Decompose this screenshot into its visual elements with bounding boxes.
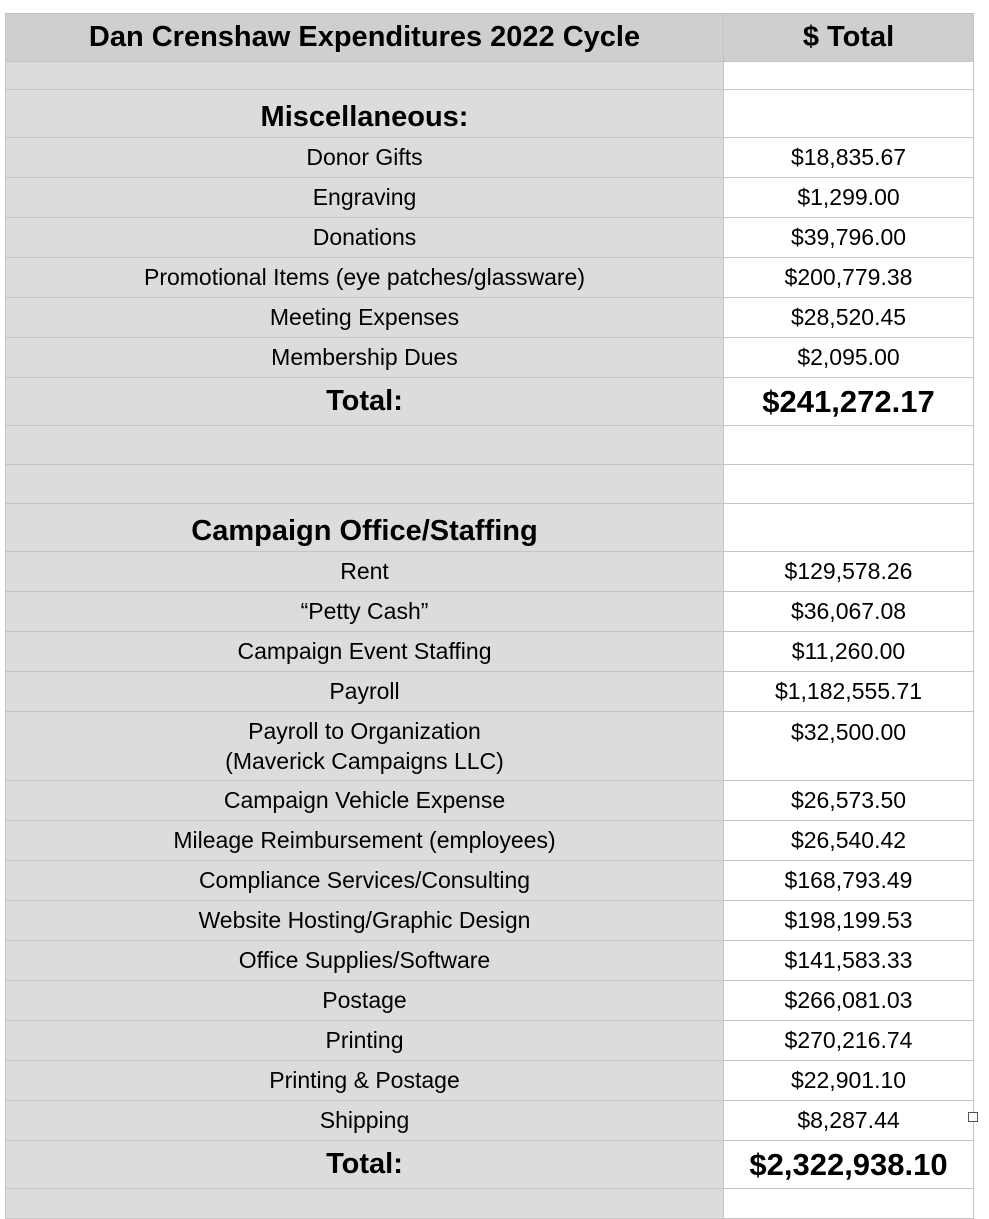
expense-label[interactable]: Website Hosting/Graphic Design: [5, 901, 724, 941]
table-row: [5, 138, 974, 178]
empty-cell[interactable]: [5, 426, 724, 465]
expense-amount[interactable]: $1,182,555.71: [724, 672, 974, 712]
expense-amount[interactable]: $18,835.67: [724, 138, 974, 178]
expense-amount[interactable]: $28,520.45: [724, 298, 974, 338]
empty-row: [5, 62, 974, 90]
table-row: [5, 338, 974, 378]
empty-row: [5, 465, 974, 504]
expense-amount[interactable]: $1,299.00: [724, 178, 974, 218]
expense-amount[interactable]: $198,199.53: [724, 901, 974, 941]
expense-label[interactable]: Donor Gifts: [5, 138, 724, 178]
expense-label[interactable]: Campaign Vehicle Expense: [5, 781, 724, 821]
expense-label[interactable]: Office Supplies/Software: [5, 941, 724, 981]
expense-amount[interactable]: $26,540.42: [724, 821, 974, 861]
title-cell[interactable]: Dan Crenshaw Expenditures 2022 Cycle: [5, 14, 724, 62]
expense-amount[interactable]: $270,216.74: [724, 1021, 974, 1061]
empty-cell[interactable]: [724, 504, 974, 552]
expense-label[interactable]: [5, 712, 724, 781]
table-row: [5, 552, 974, 592]
table-row: [5, 821, 974, 861]
table-row: [5, 861, 974, 901]
section-row-campaign-office: [5, 504, 974, 552]
expense-amount[interactable]: $22,901.10: [724, 1061, 974, 1101]
expense-label-line2: (Maverick Campaigns LLC): [225, 748, 504, 774]
expense-label[interactable]: “Petty Cash”: [5, 592, 724, 632]
table-row: [5, 632, 974, 672]
expense-label[interactable]: Postage: [5, 981, 724, 1021]
table-row: [5, 1061, 974, 1101]
total-amount[interactable]: $241,272.17: [724, 378, 974, 426]
expense-label[interactable]: Donations: [5, 218, 724, 258]
expense-amount[interactable]: $168,793.49: [724, 861, 974, 901]
expense-amount[interactable]: $11,260.00: [724, 632, 974, 672]
table-row: [5, 1021, 974, 1061]
expense-label[interactable]: Promotional Items (eye patches/glassware): [5, 258, 724, 298]
empty-cell[interactable]: [5, 62, 724, 90]
selection-resize-handle[interactable]: [968, 1112, 978, 1122]
amount-header-cell[interactable]: $ Total: [724, 14, 974, 62]
table-row: [5, 672, 974, 712]
expense-label-line1: Payroll to Organization: [248, 718, 481, 744]
empty-cell[interactable]: [724, 465, 974, 504]
empty-cell[interactable]: [724, 426, 974, 465]
total-row-miscellaneous: [5, 378, 974, 426]
expense-label[interactable]: Meeting Expenses: [5, 298, 724, 338]
expense-amount[interactable]: $36,067.08: [724, 592, 974, 632]
table-row: [5, 178, 974, 218]
expense-amount[interactable]: $2,095.00: [724, 338, 974, 378]
total-label[interactable]: Total:: [5, 378, 724, 426]
expense-amount[interactable]: $129,578.26: [724, 552, 974, 592]
expense-label[interactable]: Printing: [5, 1021, 724, 1061]
table-row: [5, 1101, 974, 1141]
spreadsheet-table: [5, 13, 974, 1219]
empty-cell[interactable]: [724, 62, 974, 90]
expense-label[interactable]: Payroll: [5, 672, 724, 712]
total-label[interactable]: Total:: [5, 1141, 724, 1189]
table-row: [5, 941, 974, 981]
expense-amount[interactable]: $26,573.50: [724, 781, 974, 821]
expense-label[interactable]: Membership Dues: [5, 338, 724, 378]
empty-row: [5, 426, 974, 465]
table-row: [5, 901, 974, 941]
expense-amount[interactable]: $141,583.33: [724, 941, 974, 981]
expense-label[interactable]: Printing & Postage: [5, 1061, 724, 1101]
expense-label[interactable]: Shipping: [5, 1101, 724, 1141]
expense-label[interactable]: Campaign Event Staffing: [5, 632, 724, 672]
empty-cell[interactable]: [5, 465, 724, 504]
table-row: [5, 981, 974, 1021]
expense-label[interactable]: Compliance Services/Consulting: [5, 861, 724, 901]
table-row: [5, 258, 974, 298]
expense-label[interactable]: Mileage Reimbursement (employees): [5, 821, 724, 861]
expense-label[interactable]: Rent: [5, 552, 724, 592]
empty-cell[interactable]: [5, 1189, 724, 1219]
section-title[interactable]: Campaign Office/Staffing: [5, 504, 724, 552]
section-title[interactable]: Miscellaneous:: [5, 90, 724, 138]
empty-row: [5, 1189, 974, 1219]
table-row: [5, 781, 974, 821]
empty-cell[interactable]: [724, 1189, 974, 1219]
table-row: [5, 712, 974, 781]
total-amount[interactable]: $2,322,938.10: [724, 1141, 974, 1189]
expense-amount[interactable]: $200,779.38: [724, 258, 974, 298]
total-row-campaign-office: [5, 1141, 974, 1189]
header-row: [5, 14, 974, 62]
section-row-miscellaneous: [5, 90, 974, 138]
expense-amount[interactable]: $8,287.44: [724, 1101, 974, 1141]
expense-amount[interactable]: $266,081.03: [724, 981, 974, 1021]
expense-amount[interactable]: $39,796.00: [724, 218, 974, 258]
table-row: [5, 298, 974, 338]
empty-cell[interactable]: [724, 90, 974, 138]
table-row: [5, 592, 974, 632]
expense-label[interactable]: Engraving: [5, 178, 724, 218]
expense-amount[interactable]: $32,500.00: [724, 712, 974, 781]
table-row: [5, 218, 974, 258]
